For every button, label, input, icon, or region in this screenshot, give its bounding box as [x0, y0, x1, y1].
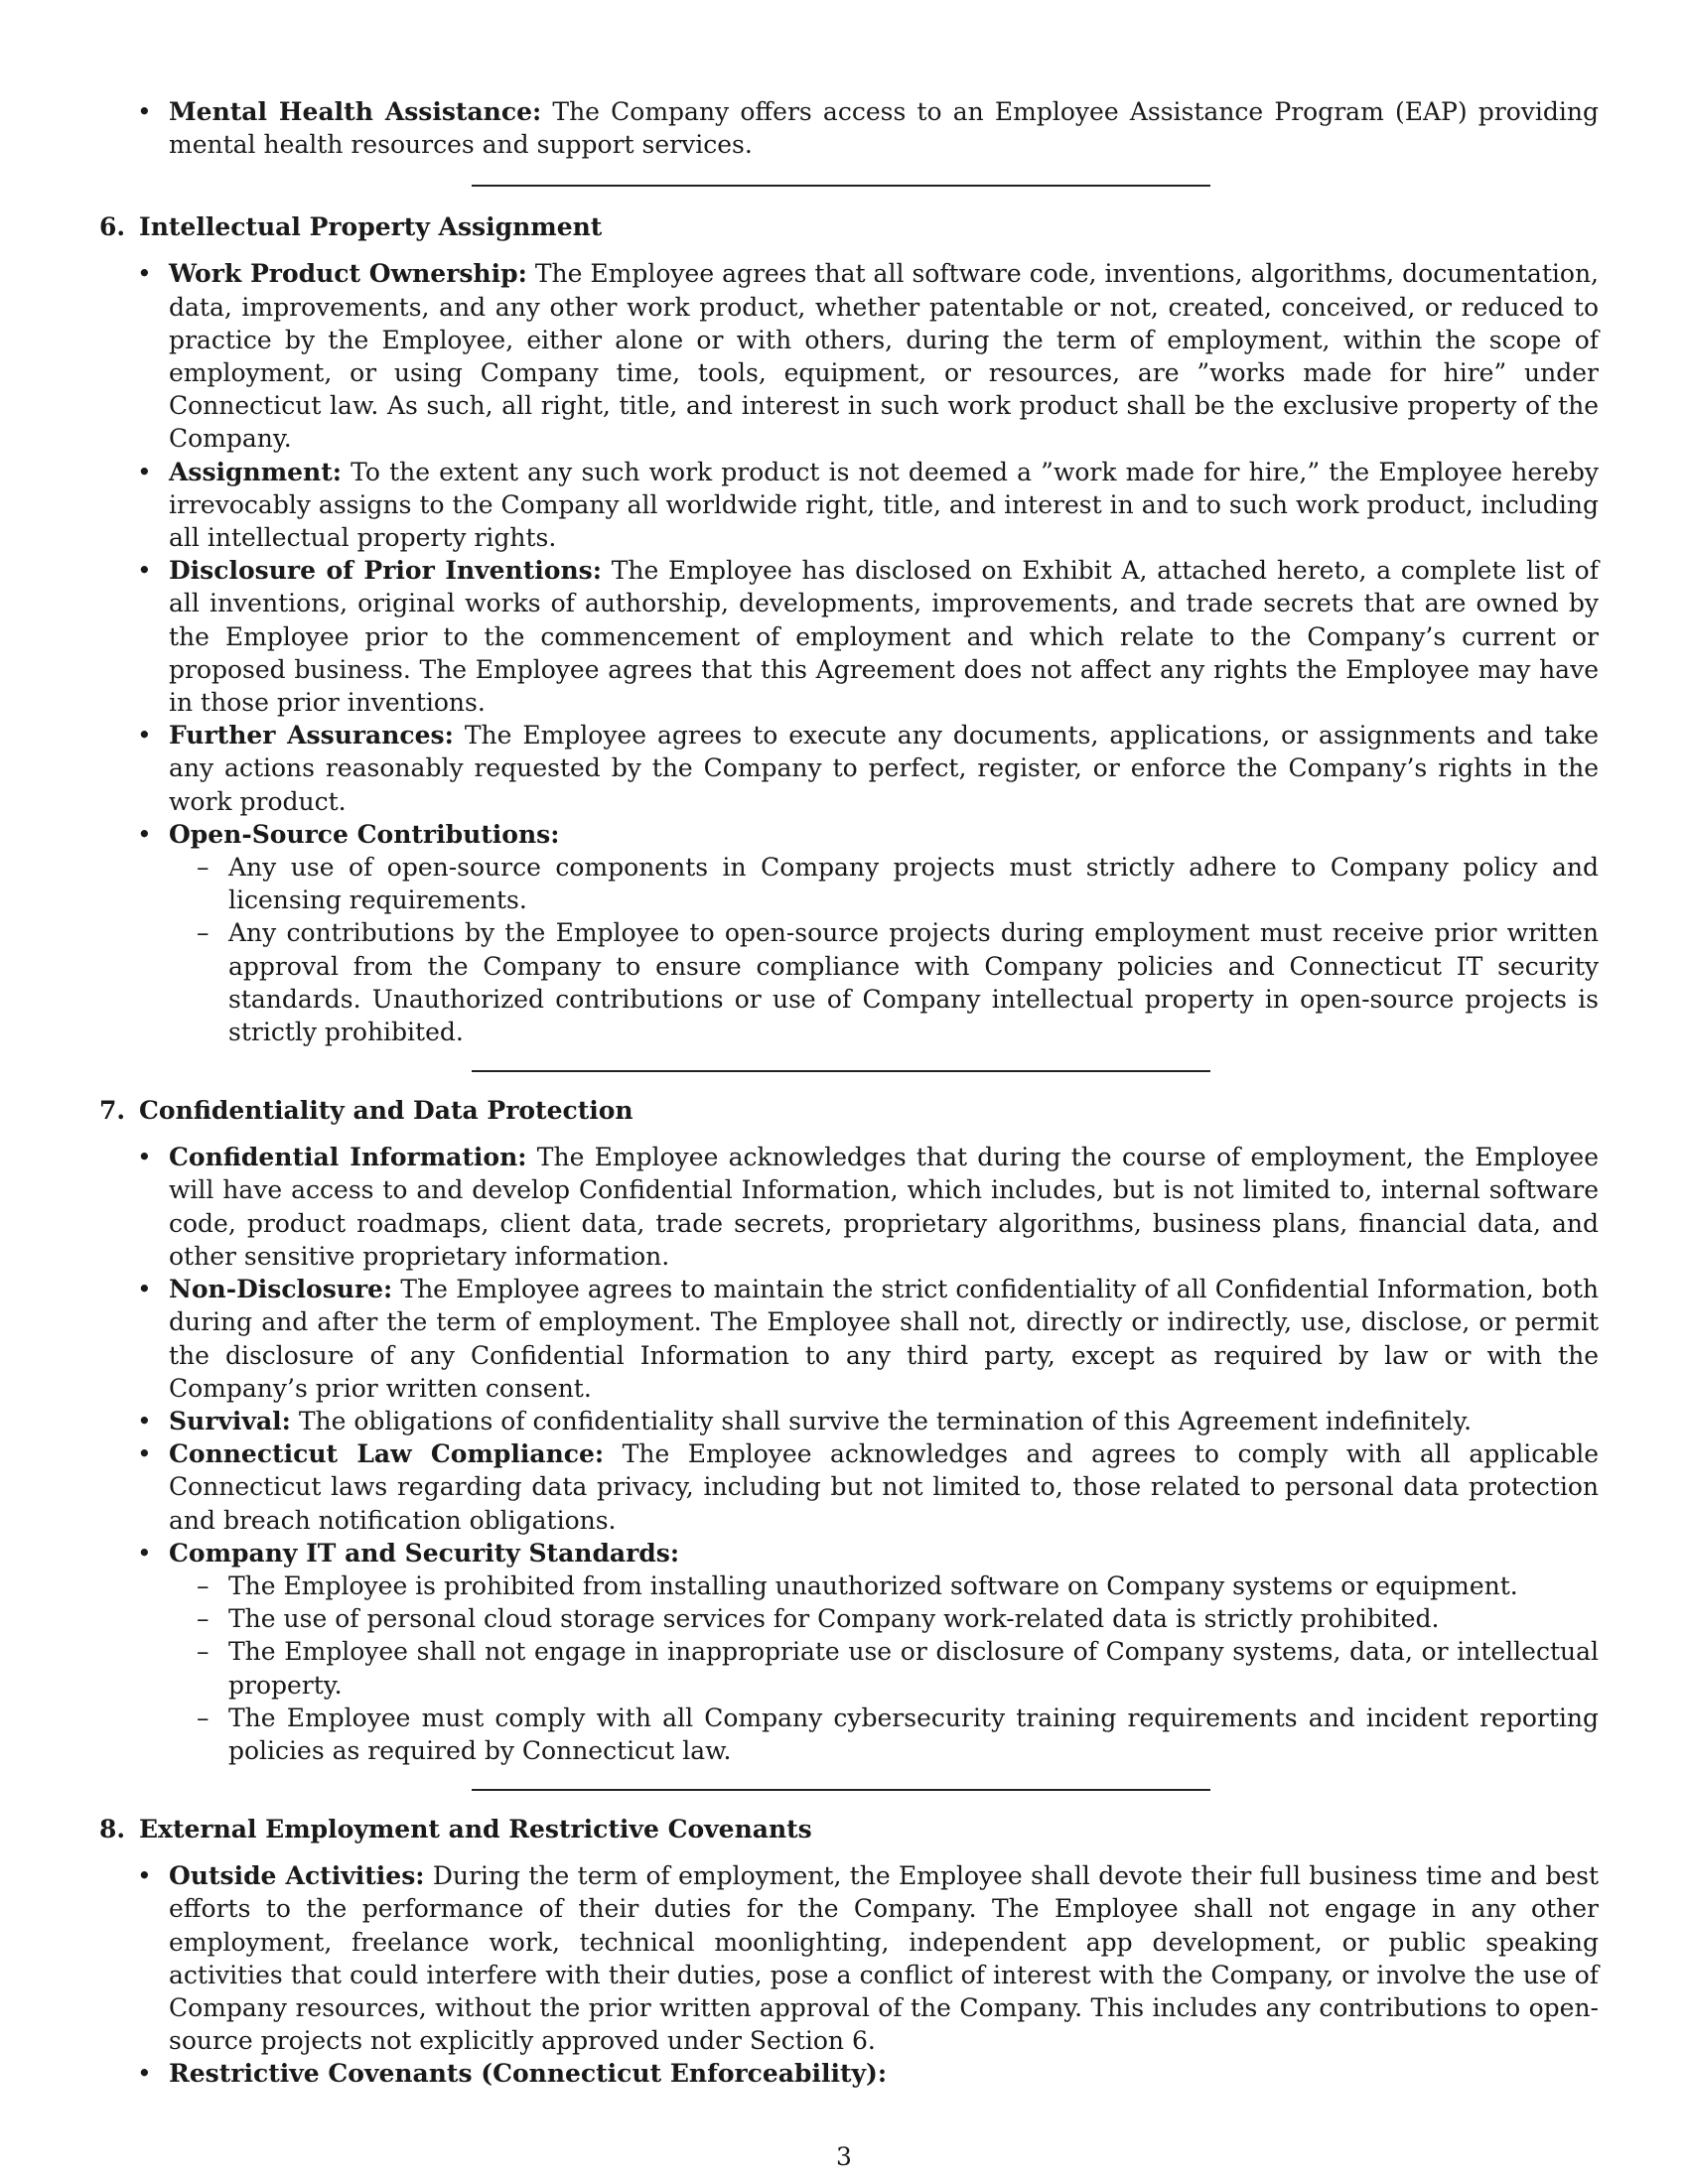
section-title: Intellectual Property Assignment [139, 212, 603, 242]
sub-list-item: – Any contributions by the Employee to open-source projects during employment must receive prior written approval from the Company to ensure compliance with Company policies and Connecticut IT security standards. Unauthorized contributions or use of Company intellectual property in open-source projects is strictly prohibited. [169, 916, 1599, 1048]
item-label: Further Assurances: [169, 721, 454, 751]
sub-list [169, 851, 1599, 1048]
section-divider [472, 185, 1210, 187]
item-text: The Employee acknowledges that during the course of employment, the Employee will have access to and develop Confidential Information, which includes, but is not limited to, internal software code, product roadmaps, client data, trade secrets, proprietary algorithms, business plans, financial data, and other sensitive proprietary information. [169, 1143, 1599, 1271]
section-ip-assignment [99, 210, 1599, 1048]
item-label: Open-Source Contributions: [169, 819, 560, 849]
item-label: Survival: [169, 1406, 291, 1435]
sub-list [169, 1570, 1599, 1767]
benefits-list [99, 95, 1599, 161]
document-page [99, 95, 1599, 2091]
item-text: The Company offers access to an Employee Assistance Program (EAP) providing mental health resources and support services. [169, 97, 1600, 160]
section-confidentiality [99, 1094, 1599, 1767]
item-label: Outside Activities: [169, 1861, 425, 1891]
item-text: To the extent any such work product is not deemed a ”work made for hire,” the Employee hereby irrevocably assigns to the Company all worldwide right, title, and interest in and to such work product, including all intellectual property rights. [169, 457, 1599, 553]
item-label: Assignment: [169, 457, 343, 486]
item-text: The obligations of confidentiality shall survive the termination of this Agreement indefinitely. [298, 1406, 1473, 1435]
list-item [99, 456, 1599, 555]
item-text: During the term of employment, the Employee shall devote their full business time and best efforts to the performance of their duties for the Company. The Employee shall not engage in any other employment, freelance work, technical moonlighting, independent app development, or public speaking activities that could interfere with their duties, pose a conflict of interest with the Company, or involve the use of Company resources, without the prior written approval of the Company. This includes any contributions to open-source projects not explicitly approved under Section 6. [169, 1861, 1599, 2056]
section-divider [472, 1070, 1210, 1072]
item-label: Connecticut Law Compliance: [169, 1439, 605, 1469]
sub-list-item: – The Employee shall not engage in inappropriate use or disclosure of Company systems, data, or intellectual property. [169, 1635, 1599, 1701]
item-label: Non-Disclosure: [169, 1275, 393, 1304]
section-list [99, 1859, 1599, 2090]
list-item [99, 1273, 1599, 1405]
sub-list-item: – The Employee must comply with all Company cybersecurity training requirements and incident reporting policies as required by Connecticut law. [169, 1702, 1599, 1767]
page-number: 3 [836, 2142, 852, 2171]
section-title: External Employment and Restrictive Covenants [139, 1815, 812, 1844]
list-item [99, 1537, 1599, 1767]
item-label: Disclosure of Prior Inventions: [169, 556, 602, 586]
sub-list-item: – The use of personal cloud storage services for Company work-related data is strictly prohibited. [169, 1602, 1599, 1635]
list-item [99, 818, 1599, 1048]
item-text: The Employee has disclosed on Exhibit A, attached hereto, a complete list of all inventions, original works of authorship, developments, improvements, and trade secrets that are owned by the Employee prior to the commencement of employment and which relate to the Company’s current or proposed business. The Employee agrees that this Agreement does not affect any rights the Employee may have in those prior inventions. [169, 556, 1599, 718]
sub-list-item: – The Employee is prohibited from installing unauthorized software on Company systems or equipment. [169, 1570, 1599, 1602]
section-number: 8. [99, 1815, 126, 1844]
section-heading [99, 210, 1599, 243]
item-text: The Employee agrees that all software code, inventions, algorithms, documentation, data, improvements, and any other work product, whether patentable or not, created, conceived, or reduced to practice by the Employee, either alone or with others, during the term of employment, within the scope of employment, or using Company time, tools, equipment, or resources, are ”works made for hire” under Connecticut law. As such, all right, title, and interest in such work product shall be the exclusive property of the Company. [169, 259, 1599, 454]
section-list [99, 257, 1599, 1048]
list-item [99, 1859, 1599, 2057]
list-item [99, 2057, 1599, 2090]
section-heading [99, 1813, 1599, 1845]
section-heading [99, 1094, 1599, 1127]
item-label: Company IT and Security Standards: [169, 1538, 680, 1568]
item-label: Restrictive Covenants (Connecticut Enforceability): [169, 2059, 888, 2089]
sub-list-item: – Any use of open-source components in Company projects must strictly adhere to Company policy and licensing requirements. [169, 851, 1599, 916]
list-item [99, 1141, 1599, 1273]
item-label: Work Product Ownership: [169, 259, 527, 289]
list-item [99, 257, 1599, 455]
list-item [99, 719, 1599, 818]
item-text: The Employee agrees to execute any documents, applications, or assignments and take any actions reasonably requested by the Company to perfect, register, or enforce the Company’s rights in the work product. [169, 721, 1599, 816]
list-item [99, 1437, 1599, 1537]
list-item [99, 95, 1599, 161]
list-item [99, 554, 1599, 719]
item-label: Mental Health Assistance: [169, 97, 542, 126]
item-label: Confidential Information: [169, 1143, 527, 1172]
section-number: 6. [99, 212, 126, 242]
section-list [99, 1141, 1599, 1767]
section-title: Confidentiality and Data Protection [139, 1096, 633, 1126]
item-text: The Employee acknowledges and agrees to comply with all applicable Connecticut laws regarding data privacy, including but not limited to, those related to personal data protection and breach notification obligations. [169, 1439, 1599, 1535]
item-text: The Employee agrees to maintain the strict confidentiality of all Confidential Information, both during and after the term of employment. The Employee shall not, directly or indirectly, use, disclose, or permit the disclosure of any Confidential Information to any third party, except as required by law or with the Company’s prior written consent. [169, 1275, 1599, 1403]
list-item [99, 1405, 1599, 1437]
section-number: 7. [99, 1096, 126, 1126]
section-external-employment [99, 1813, 1599, 2090]
section-divider [472, 1789, 1210, 1791]
